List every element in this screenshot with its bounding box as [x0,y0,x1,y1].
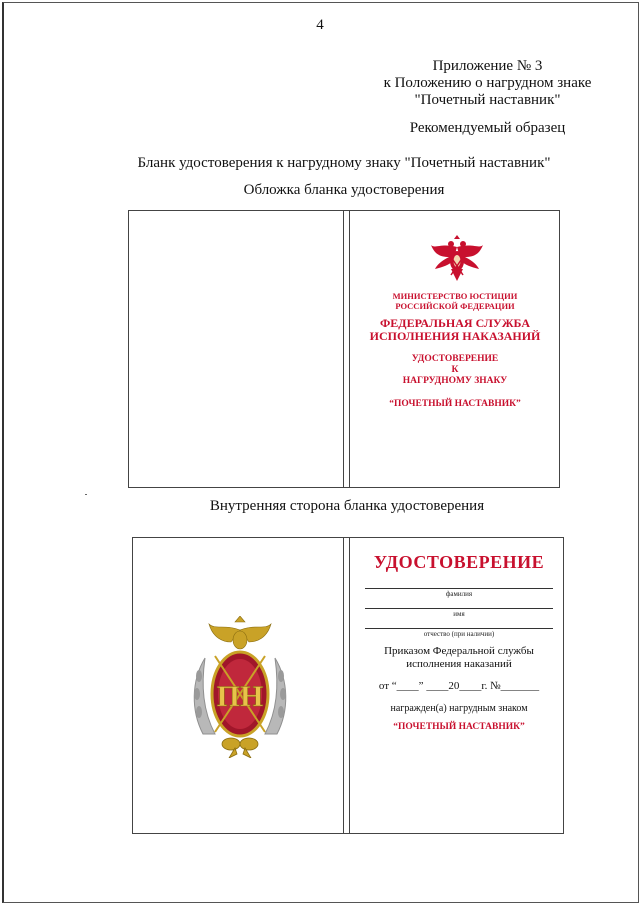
cover-cert-line-2: К [451,365,459,375]
honored-mentor-badge-icon [191,616,289,758]
scan-speck [85,494,87,495]
order-text [355,645,563,671]
inner-badge-name: “ПОЧЕТНЫЙ НАСТАВНИК” [393,722,525,732]
sample-label: Рекомендуемый образец [409,120,566,136]
cover-cert-line-1: УДОСТОВЕРЕНИЕ [411,354,499,364]
cover-caption: Обложка бланка удостоверения [243,182,445,198]
order-line-2: исполнения наказаний [406,658,512,670]
awarded-text: награжден(а) нагрудным знаком [390,703,528,714]
cover-front [351,211,559,487]
badge-monogram: ПН [216,680,264,713]
surname-hint: фамилия [445,590,473,598]
appendix-reference [380,58,595,109]
patronymic-hint: отчество (при наличии) [423,630,495,638]
inner-spine-line [343,538,344,833]
order-line-1: Приказом Федеральной службы [384,645,534,657]
inner-spine-line [349,538,350,833]
service-name [351,317,559,343]
cover-spine-line [343,211,344,487]
name-line [365,608,553,609]
certificate-heading: УДОСТОВЕРЕНИЕ [373,552,545,572]
patronymic-line [365,628,553,629]
cover-badge-name: “ПОЧЕТНЫЙ НАСТАВНИК” [389,399,521,409]
cover-cert-line-3: НАГРУДНОМУ ЗНАКУ [402,376,508,386]
name-hint: имя [453,610,465,618]
inner-caption: Внутренняя сторона бланка удостоверения [209,498,485,514]
cover-certificate-title [351,354,559,387]
ministry-line-2: РОССИЙСКОЙ ФЕДЕРАЦИИ [395,301,515,311]
cover-spine-line [349,211,350,487]
ministry-line-1: МИНИСТЕРСТВО ЮСТИЦИИ [392,291,518,301]
appendix-line-2: к Положению о нагрудном знаке [383,75,592,91]
service-line-1: ФЕДЕРАЛЬНАЯ СЛУЖБА [380,316,530,330]
service-line-2: ИСПОЛНЕНИЯ НАКАЗАНИЙ [369,329,541,343]
double-headed-eagle-icon [431,235,483,283]
order-date-number: от “____” ____20____г. №_______ [378,680,540,692]
page-number: 4 [316,17,324,33]
ministry-name [351,291,559,311]
appendix-line-1: Приложение № 3 [432,58,543,74]
appendix-line-3: "Почетный наставник" [414,92,561,108]
form-title: Бланк удостоверения к нагрудному знаку "Почетный наставник" [137,155,551,171]
surname-line [365,588,553,589]
inner-spread [132,537,564,834]
cover-spread [128,210,560,488]
inner-certificate-page [355,538,563,833]
